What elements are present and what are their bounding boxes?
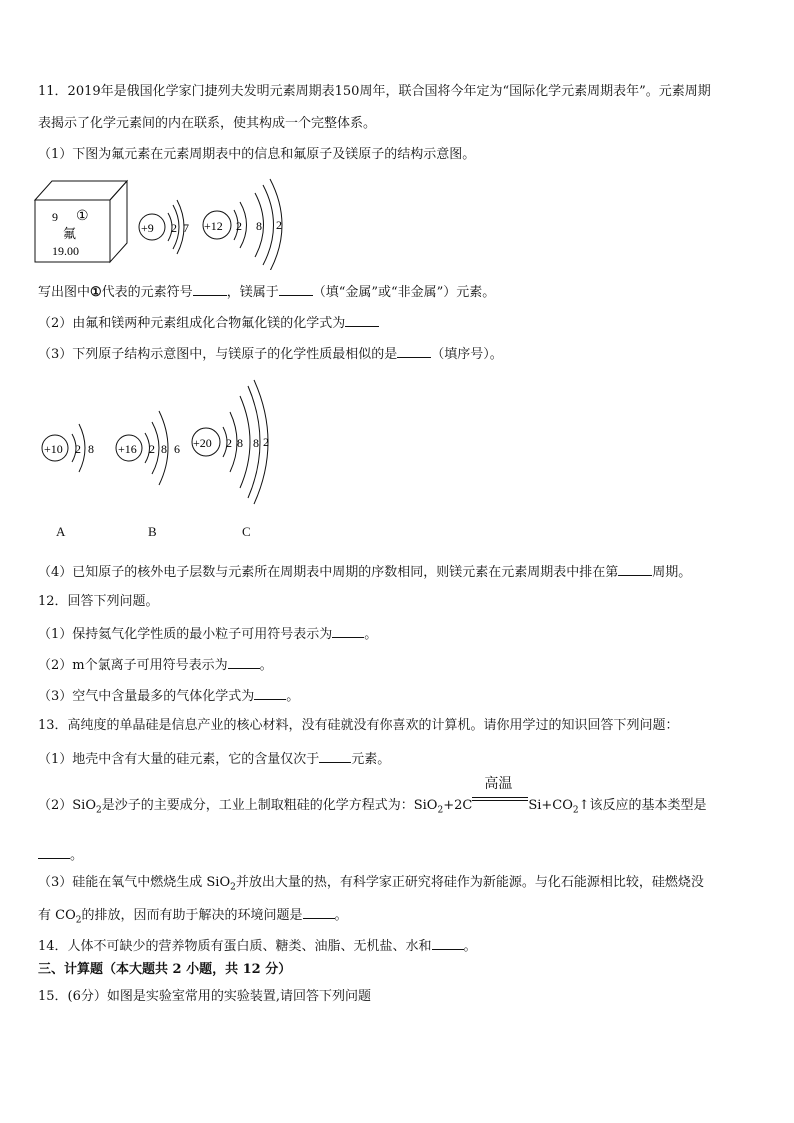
reaction-arrow (472, 776, 528, 809)
option-c-shell-3: 8 (253, 436, 259, 450)
q14-text: 14．人体不可缺少的营养物质有蛋白质、糖类、油脂、无机盐、水和 。 (38, 939, 477, 954)
q12-sub-3: （3）空气中含量最多的气体化学式为 。 (38, 689, 300, 704)
answer-blank-chloride[interactable] (228, 656, 260, 669)
option-b-label: B (148, 524, 157, 539)
option-a-label: A (56, 524, 66, 539)
atomic-mass: 19.00 (52, 244, 79, 258)
q13-sub-1: （1）地壳中含有大量的硅元素，它的含量仅次于 元素。 (38, 752, 391, 767)
option-a-shell-1: 2 (75, 442, 81, 456)
option-a-shell-2: 8 (88, 442, 94, 456)
section-heading: 三、计算题（本大题共 2 小题，共 12 分） (38, 962, 292, 977)
answer-blank-nutrient[interactable] (432, 937, 464, 950)
fluorine-shell-1: 2 (171, 221, 177, 235)
q11-sub-1: （1）下图为氟元素在元素周期表中的信息和氟原子及镁原子的结构示意图。 (38, 147, 476, 162)
element-diagram-figure (30, 175, 300, 270)
option-c-shell-4: 2 (263, 435, 269, 449)
fluorine-shell-2: 7 (183, 221, 189, 235)
atom-options-figure (30, 378, 290, 508)
option-b-shell-1: 2 (149, 442, 155, 456)
q13-sub-2: （2）SiO$_2$是沙子的主要成分，工业上制取粗硅的化学方程式为：SiO$_2$+2C 高温 $Si+CO_2↑$该反应的基本类型是 (38, 776, 707, 816)
q11-sub-2: （2）由氟和镁两种元素组成化合物氟化镁的化学式为 (38, 314, 379, 332)
marker-circled-1: ① (90, 285, 102, 300)
q13-title: 13．高纯度的单晶硅是信息产业的核心材料，没有硅就没有你喜欢的计算机。请你用学过的知识回答下列问题： (38, 718, 679, 733)
q13-sub-2-answer: 。 (38, 846, 83, 864)
answer-blank-environment[interactable] (303, 906, 335, 919)
q11-line-2: 表揭示了化学元素间的内在联系，使其构成一个完整体系。 (38, 116, 377, 131)
magnesium-atom-diagram (203, 179, 282, 270)
q13-sub-3-line-2: 有 $CO_2$的排放，因而有助于解决的环境问题是 。 (38, 908, 348, 926)
q15-text: 15．(6分）如图是实验室常用的实验装置,请回答下列问题 (38, 989, 372, 1004)
reaction-condition: 高温 (484, 776, 513, 792)
q11-line-1: 11．2019年是俄国化学家门捷列夫发明元素周期表150周年，联合国将今年定为“国际化学元素周期表年”。元素周期 (38, 84, 711, 99)
atomic-number: 9 (52, 210, 58, 224)
option-c-shell-2: 8 (237, 436, 243, 450)
option-a-diagram (42, 424, 94, 472)
q11-sub-3: （3）下列原子结构示意图中，与镁原子的化学性质最相似的是 （填序号）。 (38, 347, 503, 362)
answer-blank-symbol[interactable] (193, 283, 227, 296)
answer-blank-metal-type[interactable] (279, 283, 313, 296)
option-b-nucleus: +16 (118, 442, 137, 456)
option-c-diagram (192, 380, 269, 504)
option-c-shell-1: 2 (226, 436, 232, 450)
q11-sub-4: （4）已知原子的核外电子层数与元素所在周期表中周期的序数相同，则镁元素在元素周期表中排在第 周期。 (38, 565, 692, 580)
magnesium-shell-3: 2 (276, 218, 282, 232)
answer-blank-air-gas[interactable] (254, 687, 286, 700)
answer-blank-option[interactable] (397, 345, 431, 358)
q12-sub-2: （2）m个氯离子可用符号表示为 。 (38, 658, 273, 673)
answer-blank-formula[interactable] (345, 314, 379, 327)
fluorine-nucleus: +9 (141, 221, 154, 235)
answer-blank-helium[interactable] (332, 625, 364, 638)
option-c-nucleus: +20 (193, 436, 212, 450)
q12-title: 12．回答下列问题。 (38, 594, 159, 609)
fluorine-atom-diagram (139, 200, 189, 254)
magnesium-shell-1: 2 (236, 219, 242, 233)
answer-blank-reaction-type[interactable] (38, 846, 70, 859)
q13-sub-3-line-1: （3）硅能在氧气中燃烧生成 SiO$_2$并放出大量的热，有科学家正研究将硅作为新能源。与化石能源相比较，硅燃烧没 (38, 875, 704, 893)
element-name: 氟 (63, 226, 77, 241)
answer-blank-period[interactable] (618, 563, 652, 576)
symbol-marker: ① (76, 209, 89, 224)
option-c-label: C (242, 524, 251, 539)
magnesium-nucleus: +12 (204, 219, 223, 233)
answer-blank-element[interactable] (319, 750, 351, 763)
option-b-diagram (116, 411, 180, 485)
option-b-shell-2: 8 (161, 442, 167, 456)
q11-write-symbol-line: 写出图中①代表的元素符号 ，镁属于 （填“金属”或“非金属”）元素。 (38, 285, 496, 300)
q12-sub-1: （1）保持氦气化学性质的最小粒子可用符号表示为 。 (38, 627, 378, 642)
option-b-shell-3: 6 (174, 442, 180, 456)
periodic-table-cell (35, 181, 127, 262)
magnesium-shell-2: 8 (256, 219, 262, 233)
option-a-nucleus: +10 (44, 442, 63, 456)
